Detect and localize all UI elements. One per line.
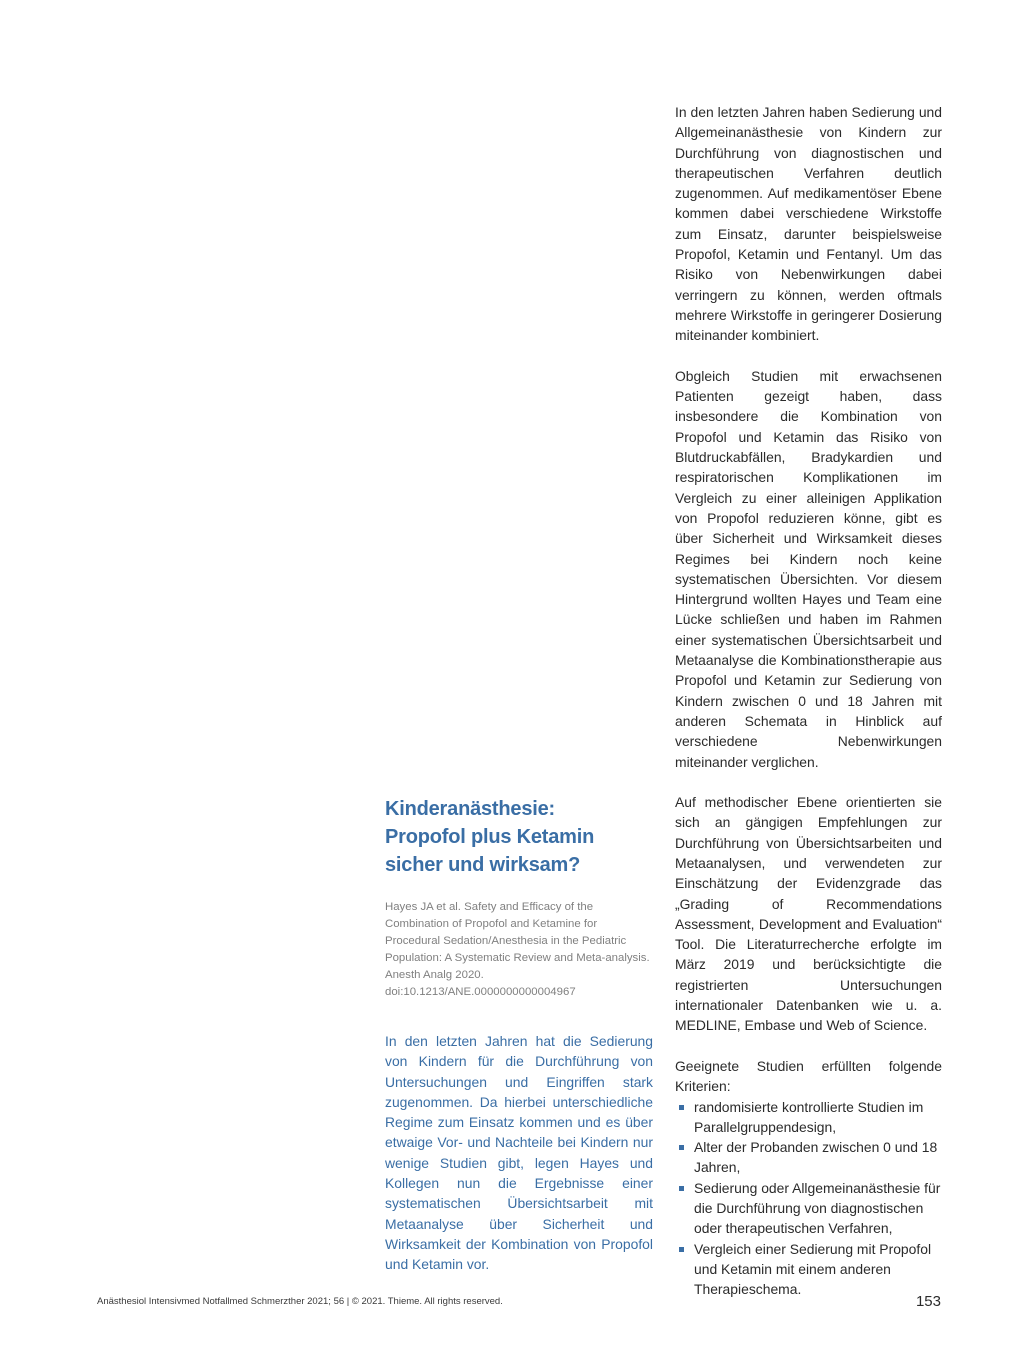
list-item	[675, 1178, 942, 1239]
right-column	[675, 102, 942, 1300]
list-item	[675, 1097, 942, 1138]
left-column	[385, 795, 653, 1275]
body-paragraph: Obgleich Studien mit erwachsenen Patienten gezeigt haben, dass insbesondere die Kombination von Propofol und Ketamin das Risiko von Blutdruckabfällen, Bradykardien und respiratorischen Komplikationen im Vergleich zu einer alleinigen Applikation von Propofol reduzieren könne, gibt es über Sicherheit und Wirksamkeit dieses Regimes bei Kindern noch keine systematischen Übersichten. Vor diesem Hintergrund wollten Hayes und Team eine Lücke schließen und haben im Rahmen einer systematischen Übersichtsarbeit und Metaanalyse die Kombinationstherapie aus Propofol und Ketamin zur Sedierung von Kindern zwischen 0 und 18 Jahren mit anderen Schemata in Hinblick auf verschiedene Nebenwirkungen miteinander verglichen.	[675, 367, 942, 770]
bullet-square-icon	[679, 1105, 684, 1110]
title-line: sicher und wirksam?	[385, 854, 581, 876]
criteria-intro: Geeignete Studien erfüllten folgende Kriterien:	[675, 1057, 942, 1095]
footer-journal: Anästhesiol Intensivmed Notfallmed Schmerzther 2021; 56 | © 2021. Thieme. All rights reserved.	[97, 1296, 503, 1307]
list-item	[675, 1137, 942, 1178]
lead-paragraph: In den letzten Jahren hat die Sedierung von Kindern für die Durchführung von Untersuchungen und Eingriffen stark zugenommen. Da hierbei unterschiedliche Regime zum Einsatz kommen und es über etwaige Vor- und Nachteile bei Kindern nur wenige Studien gibt, legen Hayes und Kollegen nun die Ergebnisse einer systematischen Übersichtsarbeit mit Metaanalyse über Sicherheit und Wirksamkeit der Kombination von Propofol und Ketamin vor.	[385, 1033, 653, 1273]
body-paragraph: Auf methodischer Ebene orientierten sie sich an gängigen Empfehlungen zur Durchführung von Übersichtsarbeiten und Metaanalysen, und verwendeten zur Einschätzung der Evidenzgrade das „Grading of Recommendations Assessment, Development and Evaluation“ Tool. Die Literaturrecherche erfolgte im März 2019 und berücksichtigte die registrierten Untersuchungen internationaler Datenbanken wie u. a. MEDLINE, Embase und Web of Science.	[675, 794, 942, 1034]
criteria-list	[675, 1097, 942, 1300]
page-number: 153	[915, 1293, 941, 1310]
citation-reference: Hayes JA et al. Safety and Efficacy of the Combination of Propofol and Ketamine for Procedural Sedation/Anesthesia in the Pediatric Population: A Systematic Review and Meta-analysis. Anesth Analg 2020. doi:10.1213/ANE.0000000000004967	[385, 901, 650, 998]
list-item-text: randomisierte kontrollierte Studien im Parallelgruppendesign,	[694, 1098, 924, 1135]
article-title	[385, 795, 653, 879]
title-line: Kinderanästhesie:	[385, 798, 555, 820]
bullet-square-icon	[679, 1186, 684, 1191]
body-paragraph: In den letzten Jahren haben Sedierung und Allgemeinanästhesie von Kindern zur Durchführung von diagnostischen und therapeutischen Verfahren deutlich zugenommen. Auf medikamentöser Ebene kommen dabei verschiedene Wirkstoffe zum Einsatz, darunter beispielsweise Propofol, Ketamin und Fentanyl. Um das Risiko von Nebenwirkungen dabei verringern zu können, werden oftmals mehrere Wirkstoffe in geringerer Dosierung miteinander kombiniert.	[675, 104, 942, 344]
list-item-text: Vergleich einer Sedierung mit Propofol und Ketamin mit einem anderen Therapieschema.	[694, 1240, 932, 1298]
bullet-square-icon	[679, 1145, 684, 1150]
title-line: Propofol plus Ketamin	[385, 826, 595, 848]
bullet-square-icon	[679, 1247, 684, 1252]
list-item-text: Alter der Probanden zwischen 0 und 18 Jahren,	[694, 1139, 938, 1176]
list-item-text: Sedierung oder Allgemeinanästhesie für die Durchführung von diagnostischen oder therapeutischen Verfahren,	[694, 1179, 941, 1237]
list-item	[675, 1239, 942, 1300]
